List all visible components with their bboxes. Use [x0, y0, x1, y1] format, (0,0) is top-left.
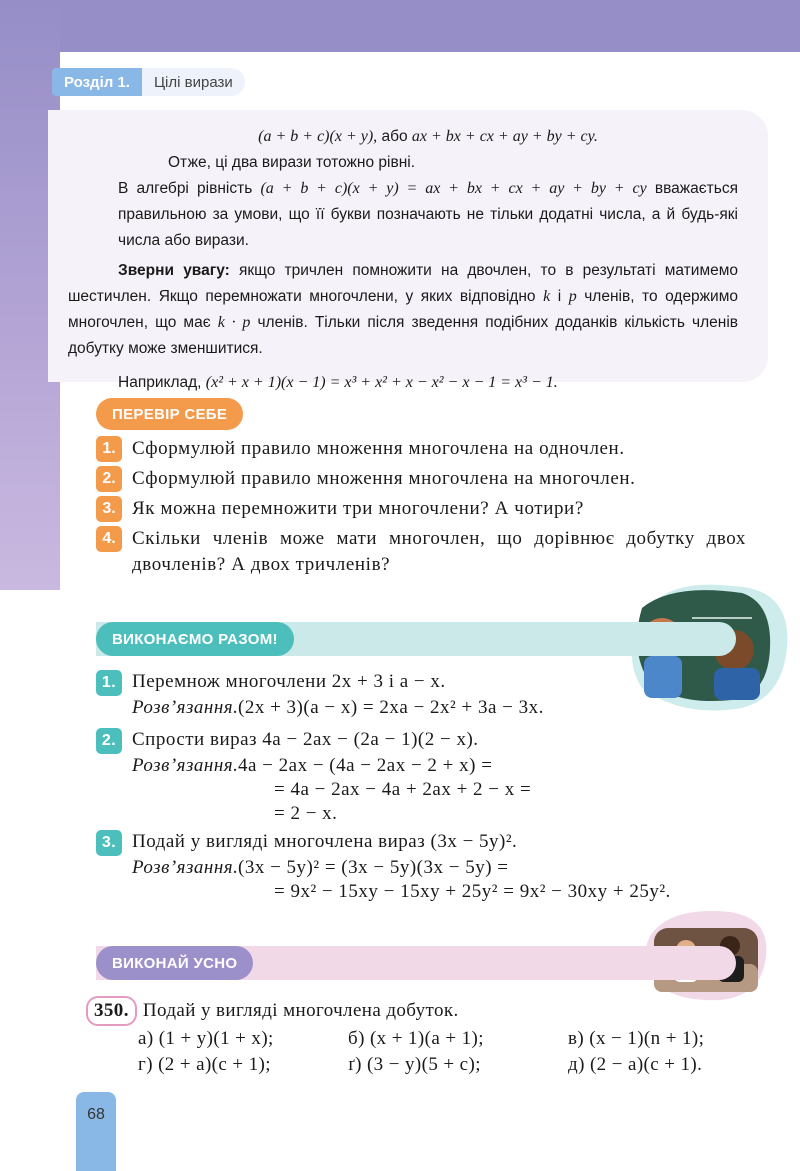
var-k: k	[543, 288, 551, 305]
example-label: Наприклад,	[118, 374, 206, 391]
check-yourself-title: ПЕРЕВІР СЕБЕ	[96, 398, 243, 430]
formula-right: ax + bx + cx + ay + by + cy.	[411, 128, 598, 145]
example-solution-line: = 9x² − 15xy − 15xy + 25y² = 9x² − 30xy + 25y².	[274, 881, 671, 902]
example-task: Перемнож многочлени 2x + 3 і a − x.	[132, 671, 446, 692]
theory-p1	[48, 150, 768, 176]
example-3-task-row	[96, 830, 756, 856]
task-350	[86, 996, 766, 1078]
theory-p3	[48, 258, 768, 362]
page-number: 68	[76, 1092, 116, 1171]
task-number: 350.	[86, 996, 137, 1026]
example-1-solution-row	[96, 696, 756, 720]
example-math: (x² + x + 1)(x − 1) = x³ + x² + x − x² − x − 1 = x³ − 1.	[205, 374, 558, 391]
task-item: б) (x + 1)(a + 1);	[348, 1028, 484, 1049]
question-text: Скільки членів може мати многочлен, що дорівнює добутку двох двочленів? А двох тричленів?	[132, 528, 746, 575]
theory-p2-b: вважається правильною за умови, що її букви позначають не тільки додатні числа, а й будь-які числа або вирази.	[118, 180, 738, 249]
question-number: 2.	[96, 466, 122, 492]
solution-label: Розв’язання.	[132, 755, 239, 776]
theory-p1-text: Отже, ці два вирази тотожно рівні.	[168, 154, 416, 171]
example-2-task-row	[96, 728, 756, 754]
formula-left: (a + b + c)(x + y),	[258, 128, 378, 145]
attention-label: Зверни увагу:	[118, 262, 230, 279]
example-2	[96, 728, 756, 826]
together-title: ВИКОНАЄМО РАЗОМ!	[96, 622, 294, 656]
example-3	[96, 830, 756, 904]
section-tab	[52, 68, 245, 96]
theory-p3-i: і	[550, 288, 569, 305]
question-number: 4.	[96, 526, 122, 552]
question-text: Сформулюй правило множення многочлена на одночлен.	[132, 438, 625, 459]
question-item	[96, 496, 746, 522]
example-solution-line: (3x − 5y)² = (3x − 5y)(3x − 5y) =	[238, 857, 509, 878]
question-item	[96, 466, 746, 492]
task-item: а) (1 + y)(1 + x);	[138, 1028, 274, 1049]
theory-example	[48, 370, 768, 396]
example-2-solution-row	[96, 754, 756, 778]
theory-box	[48, 110, 768, 391]
theory-p3-a: якщо тричлен помножити на двочлен, то в результаті матимемо шестичлен. Якщо перемножати многочлени, у яких відповідно	[68, 262, 738, 305]
theory-p2-math: (a + b + c)(x + y) = ax + bx + cx + ay + by + cy	[260, 180, 647, 197]
example-solution: (2x + 3)(a − x) = 2xa − 2x² + 3a − 3x.	[238, 697, 544, 718]
example-number: 2.	[96, 728, 122, 754]
example-3-solution-row	[96, 856, 756, 880]
theory-p3-c: членів. Тільки після зведення подібних доданків кількість членів добутку може зменшитися.	[68, 314, 738, 357]
example-task: Подай у вигляді многочлена вираз (3x − 5y)².	[132, 831, 518, 852]
theory-p3-b: членів, то одержимо многочлен, що має	[68, 288, 738, 331]
question-item	[96, 526, 746, 578]
question-text: Сформулюй правило множення многочлена на многочлен.	[132, 468, 636, 489]
task-items	[86, 1026, 766, 1078]
section-name: Цілі вирази	[142, 68, 245, 96]
var-kp: k · p	[217, 314, 251, 331]
var-p: p	[568, 288, 577, 305]
question-text: Як можна перемножити три многочлени? А чотири?	[132, 498, 584, 519]
check-questions	[96, 436, 746, 582]
question-item	[96, 436, 746, 462]
example-1	[96, 670, 756, 720]
theory-formula-line	[48, 110, 768, 150]
solution-label: Розв’язання.	[132, 857, 239, 878]
example-solution-line: = 2 − x.	[274, 803, 338, 824]
example-number: 1.	[96, 670, 122, 696]
top-band	[0, 0, 800, 52]
oral-title: ВИКОНАЙ УСНО	[96, 946, 253, 980]
solution-label: Розв’язання.	[132, 697, 239, 718]
task-text: Подай у вигляді многочлена добуток.	[142, 1000, 459, 1021]
task-item: в) (x − 1)(n + 1);	[568, 1028, 705, 1049]
theory-p2-a: В алгебрі рівність	[118, 180, 261, 197]
task-item: г) (2 + a)(c + 1);	[138, 1054, 271, 1075]
task-header	[86, 996, 766, 1026]
example-number: 3.	[96, 830, 122, 856]
example-solution-line: 4a − 2ax − (4a − 2ax − 2 + x) =	[238, 755, 493, 776]
theory-p2	[48, 176, 768, 254]
example-1-task-row	[96, 670, 756, 696]
section-label: Розділ 1.	[52, 68, 142, 96]
task-item: д) (2 − a)(c + 1).	[568, 1054, 703, 1075]
formula-or: або	[377, 128, 412, 145]
example-task: Спрости вираз 4a − 2ax − (2a − 1)(2 − x).	[132, 729, 479, 750]
task-item: ґ) (3 − y)(5 + c);	[348, 1054, 481, 1075]
question-number: 1.	[96, 436, 122, 462]
question-number: 3.	[96, 496, 122, 522]
example-solution-line: = 4a − 2ax − 4a + 2ax + 2 − x =	[274, 779, 532, 800]
